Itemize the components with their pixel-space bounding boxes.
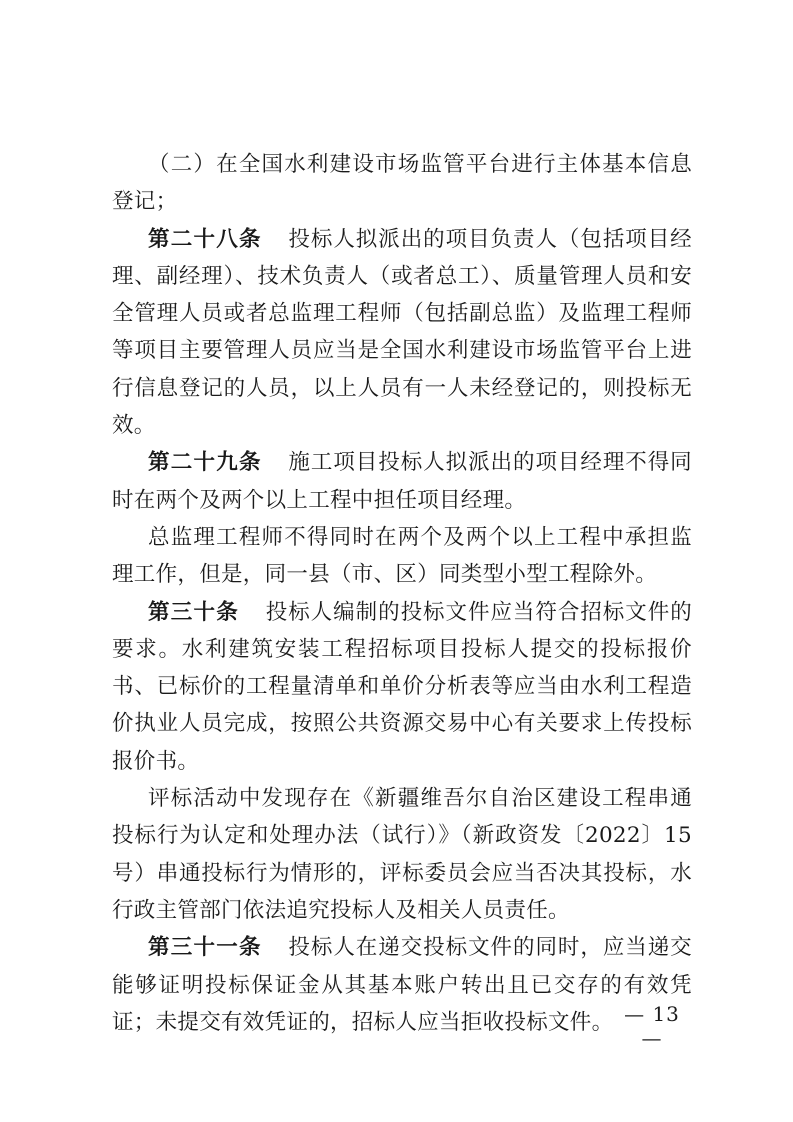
article-31 — [112, 929, 692, 1041]
article-text: 施工项目投标人拟派出的项目经理不得同时在两个及两个以上工程中担任项目经理。 — [112, 450, 692, 513]
paragraph — [112, 519, 692, 594]
article-text: 投标人在递交投标文件的同时，应当递交能够证明投标保证金从其基本账户转出且已交存的有效凭证；未提交有效凭证的，招标人应当拒收投标文件。 — [112, 935, 692, 1035]
article-heading: 第二十八条 — [148, 226, 262, 252]
article-29 — [112, 444, 692, 519]
body-text — [112, 146, 692, 1041]
page-number: — 13 — — [624, 1002, 680, 1050]
article-text: 投标人编制的投标文件应当符合招标文件的要求。水利建筑安装工程招标项目投标人提交的投标报价书、已标价的工程量清单和单价分析表等应当由水利工程造价执业人员完成，按照公共资源交易中心有关要求上传投标报价书。 — [112, 599, 692, 774]
article-text: 投标人拟派出的项目负责人（包括项目经理、副经理）、技术负责人（或者总工）、质量管理人员和安全管理人员或者总监理工程师（包括副总监）及监理工程师等项目主要管理人员应当是全国水利建设市场监管平台上进行信息登记的人员，以上人员有一人未经登记的，则投标无效。 — [112, 226, 692, 439]
paragraph-text: 评标活动中发现存在《新疆维吾尔自治区建设工程串通投标行为认定和处理办法（试行）》（新政资发〔2022〕15号）串通投标行为情形的，评标委员会应当否决其投标，水行政主管部门依法追究投标人及相关人员责任。 — [112, 786, 692, 923]
article-heading: 第三十一条 — [148, 935, 262, 961]
paragraph — [112, 146, 692, 221]
article-heading: 第二十九条 — [148, 450, 262, 476]
article-28 — [112, 221, 692, 445]
paragraph-text: （二）在全国水利建设市场监管平台进行主体基本信息登记； — [112, 152, 692, 215]
article-heading: 第三十条 — [148, 599, 240, 625]
article-30 — [112, 594, 692, 780]
paragraph — [112, 780, 692, 929]
paragraph-text: 总监理工程师不得同时在两个及两个以上工程中承担监理工作，但是，同一县（市、区）同类型小型工程除外。 — [112, 524, 692, 588]
